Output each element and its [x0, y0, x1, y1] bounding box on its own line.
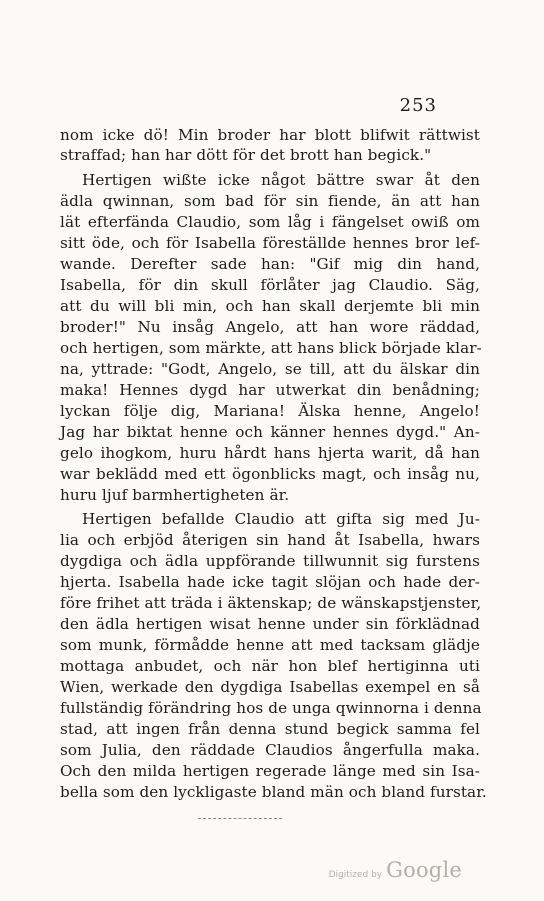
text-line: som Julia, den räddade Claudios ångerfulla maka. — [60, 741, 480, 759]
google-logo: Google — [386, 858, 462, 882]
text-line: före frihet att träda i äktenskap; de wänskapstjenster, — [60, 594, 482, 612]
text-line: mottaga anbudet, och när hon blef hertiginna uti — [60, 657, 480, 675]
text-line: lät efterfända Claudio, som låg i fängelset owiß om — [60, 213, 480, 231]
google-watermark — [329, 858, 462, 882]
text-line: sitt öde, och för Isabella föreställde hennes bror lef- — [60, 234, 480, 252]
text-line: wande. Derefter sade han: "Gif mig din hand, — [60, 255, 480, 273]
text-line: maka! Hennes dygd har utwerkat din benådning; — [60, 381, 480, 399]
text-line: huru ljuf barmhertigheten är. — [60, 486, 290, 504]
text-line: nom icke dö! Min broder har blott blifwit rättwist — [60, 126, 480, 144]
end-rule — [198, 818, 282, 819]
text-line: Jag har biktat henne och känner hennes dygd." An- — [60, 423, 480, 441]
page-number: 253 — [399, 95, 437, 116]
paragraph-start: Hertigen wißte icke något bättre swar åt den — [82, 171, 480, 189]
text-line: Wien, werkade den dygdiga Isabellas exempel en så — [60, 678, 480, 696]
text-line: broder!" Nu insåg Angelo, att han wore räddad, — [60, 318, 480, 336]
text-line: lia och erbjöd återigen sin hand åt Isabella, hwars — [60, 531, 480, 549]
text-line: bella som den lyckligaste bland män och bland furstar. — [60, 783, 487, 801]
text-line: den ädla hertigen wisat henne under sin förklädnad — [60, 615, 480, 633]
text-line: att du will bli min, och han skall derjemte bli min — [60, 297, 480, 315]
text-line: och hertigen, som märkte, att hans blick började klar- — [60, 339, 482, 357]
paragraph-start: Hertigen befallde Claudio att gifta sig med Ju- — [82, 510, 480, 528]
text-line: Och den milda hertigen regerade länge med sin Isa- — [60, 762, 480, 780]
digitized-by-label: Digitized by — [328, 870, 383, 880]
text-line: gelo ihogkom, huru hårdt hans hjerta warit, då han — [60, 444, 480, 462]
text-line: lyckan följe dig, Mariana! Älska henne, Angelo! — [60, 402, 480, 420]
text-line: straffad; han har dött för det brott han begick." — [60, 146, 432, 164]
text-line: na, yttrade: "Godt, Angelo, se till, att du älskar din — [60, 360, 480, 378]
text-line: stad, att ingen från denna stund begick samma fel — [60, 720, 480, 738]
text-line: hjerta. Isabella hade icke tagit slöjan och hade der- — [60, 573, 480, 591]
text-line: dygdiga och ädla uppförande tillwunnit sig furstens — [60, 552, 480, 570]
text-line: fullständig förändring hos de unga qwinnorna i denna — [60, 699, 482, 717]
text-line: som munk, förmådde henne att med tacksam glädje — [60, 636, 480, 654]
text-line: Isabella, för din skull förlåter jag Claudio. Säg, — [60, 276, 480, 294]
text-line: war beklädd med ett ögonblicks magt, och insåg nu, — [60, 465, 480, 483]
text-line: ädla qwinnan, som bad för sin fiende, än att han — [60, 192, 480, 210]
